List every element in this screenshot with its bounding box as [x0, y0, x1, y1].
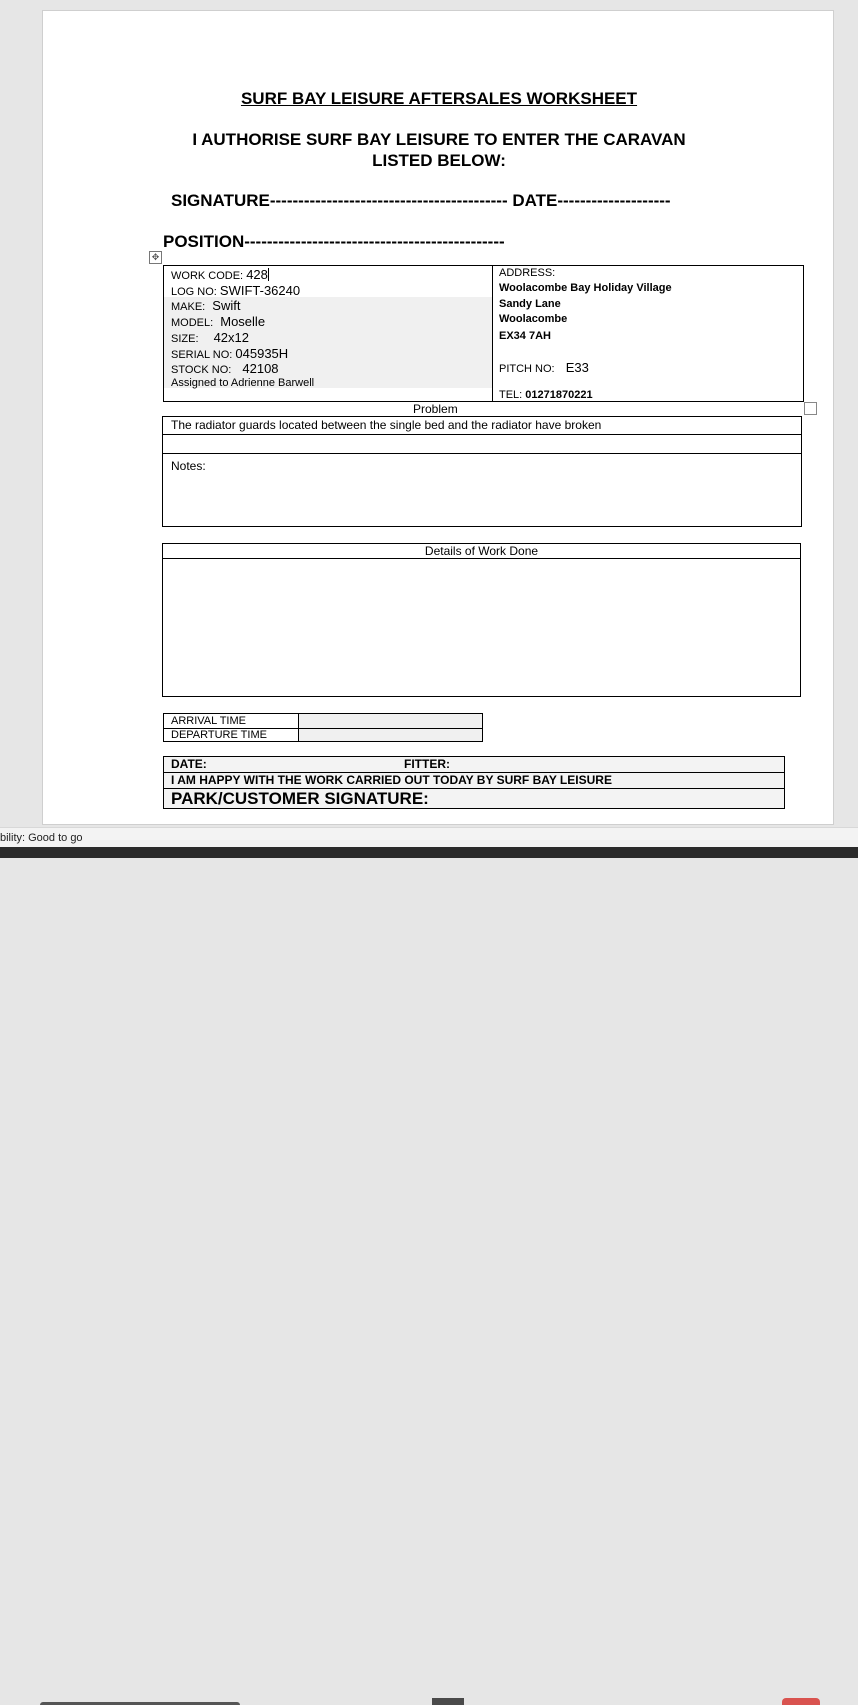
problem-header: Problem: [413, 402, 458, 416]
problem-description[interactable]: The radiator guards located between the single bed and the radiator have broken: [163, 417, 801, 435]
make-label: MAKE:: [171, 301, 206, 313]
worksheet-title: SURF BAY LEISURE AFTERSALES WORKSHEET: [240, 89, 638, 108]
stock-field[interactable]: [171, 361, 279, 376]
log-no-value: SWIFT-36240: [219, 283, 301, 298]
size-value: 42x12: [213, 330, 249, 345]
model-label: MODEL:: [171, 317, 214, 329]
address-line-2: Sandy Lane: [499, 298, 561, 310]
satisfaction-statement: I AM HAPPY WITH THE WORK CARRIED OUT TODAY BY SURF BAY LEISURE: [171, 773, 612, 787]
times-table: [163, 713, 483, 742]
address-line-3: Woolacombe: [499, 313, 568, 325]
address-line-1: Woolacombe Bay Holiday Village: [499, 282, 672, 294]
pitch-field[interactable]: [499, 360, 589, 375]
problem-blank-row[interactable]: [163, 435, 801, 454]
accessibility-status[interactable]: bility: Good to go: [0, 832, 83, 844]
notes-label: Notes:: [171, 459, 206, 473]
authorise-line-1: I AUTHORISE SURF BAY LEISURE TO ENTER THE CARAVAN: [192, 130, 686, 149]
document-page: [42, 10, 834, 825]
pitch-label: PITCH NO:: [499, 363, 555, 375]
stock-label: STOCK NO:: [171, 364, 232, 376]
address-label: ADDRESS:: [499, 267, 556, 279]
pitch-value: E33: [565, 360, 589, 375]
taskbar-app-icon[interactable]: [432, 1698, 464, 1705]
size-label: SIZE:: [171, 333, 199, 345]
log-no-field[interactable]: [171, 283, 300, 298]
authorise-line-2: LISTED BELOW:: [372, 151, 506, 170]
serial-field[interactable]: [171, 346, 288, 361]
status-bar: [0, 827, 858, 848]
log-no-label: LOG NO:: [171, 286, 217, 298]
customer-signoff-table: [163, 756, 785, 809]
arrival-time-row: [164, 714, 482, 728]
work-done-header: Details of Work Done: [163, 544, 800, 559]
work-code-label: WORK CODE:: [171, 270, 244, 282]
make-value: Swift: [212, 298, 241, 313]
signature-date-line: SIGNATURE------------------------------------------ DATE--------------------: [171, 191, 671, 210]
taskbar: [0, 847, 858, 858]
table-checkbox[interactable]: [804, 402, 817, 415]
caravan-details-table: [163, 265, 804, 402]
work-done-table[interactable]: [162, 543, 801, 697]
model-field[interactable]: [171, 314, 265, 329]
size-field[interactable]: [171, 330, 249, 345]
stock-value: 42108: [242, 361, 279, 376]
text-cursor: [268, 268, 269, 281]
address-line-4: EX34 7AH: [499, 330, 551, 342]
serial-label: SERIAL NO:: [171, 349, 233, 361]
departure-time-row: [164, 728, 482, 742]
date-label: DATE:: [171, 757, 207, 771]
customer-signature-label: PARK/CUSTOMER SIGNATURE:: [171, 789, 429, 808]
authorise-statement: [43, 129, 835, 171]
model-value: Moselle: [220, 314, 266, 329]
make-field[interactable]: [171, 298, 240, 313]
taskbar-active-app-icon[interactable]: [782, 1698, 820, 1705]
work-code-value[interactable]: 428: [246, 267, 268, 282]
position-line: POSITION----------------------------------------------: [163, 232, 505, 251]
work-code-field[interactable]: [171, 267, 269, 282]
tel-field: [499, 389, 593, 401]
arrival-time-label: ARRIVAL TIME: [171, 715, 246, 727]
departure-time-label: DEPARTURE TIME: [171, 729, 267, 741]
move-handle-icon[interactable]: ✥: [149, 251, 162, 264]
fitter-label: FITTER:: [404, 757, 450, 771]
assigned-to: Assigned to Adrienne Barwell: [171, 377, 315, 389]
serial-value: 045935H: [235, 346, 289, 361]
tel-value: 01271870221: [525, 389, 593, 401]
problem-table: [162, 416, 802, 527]
tel-label: TEL:: [499, 389, 523, 401]
